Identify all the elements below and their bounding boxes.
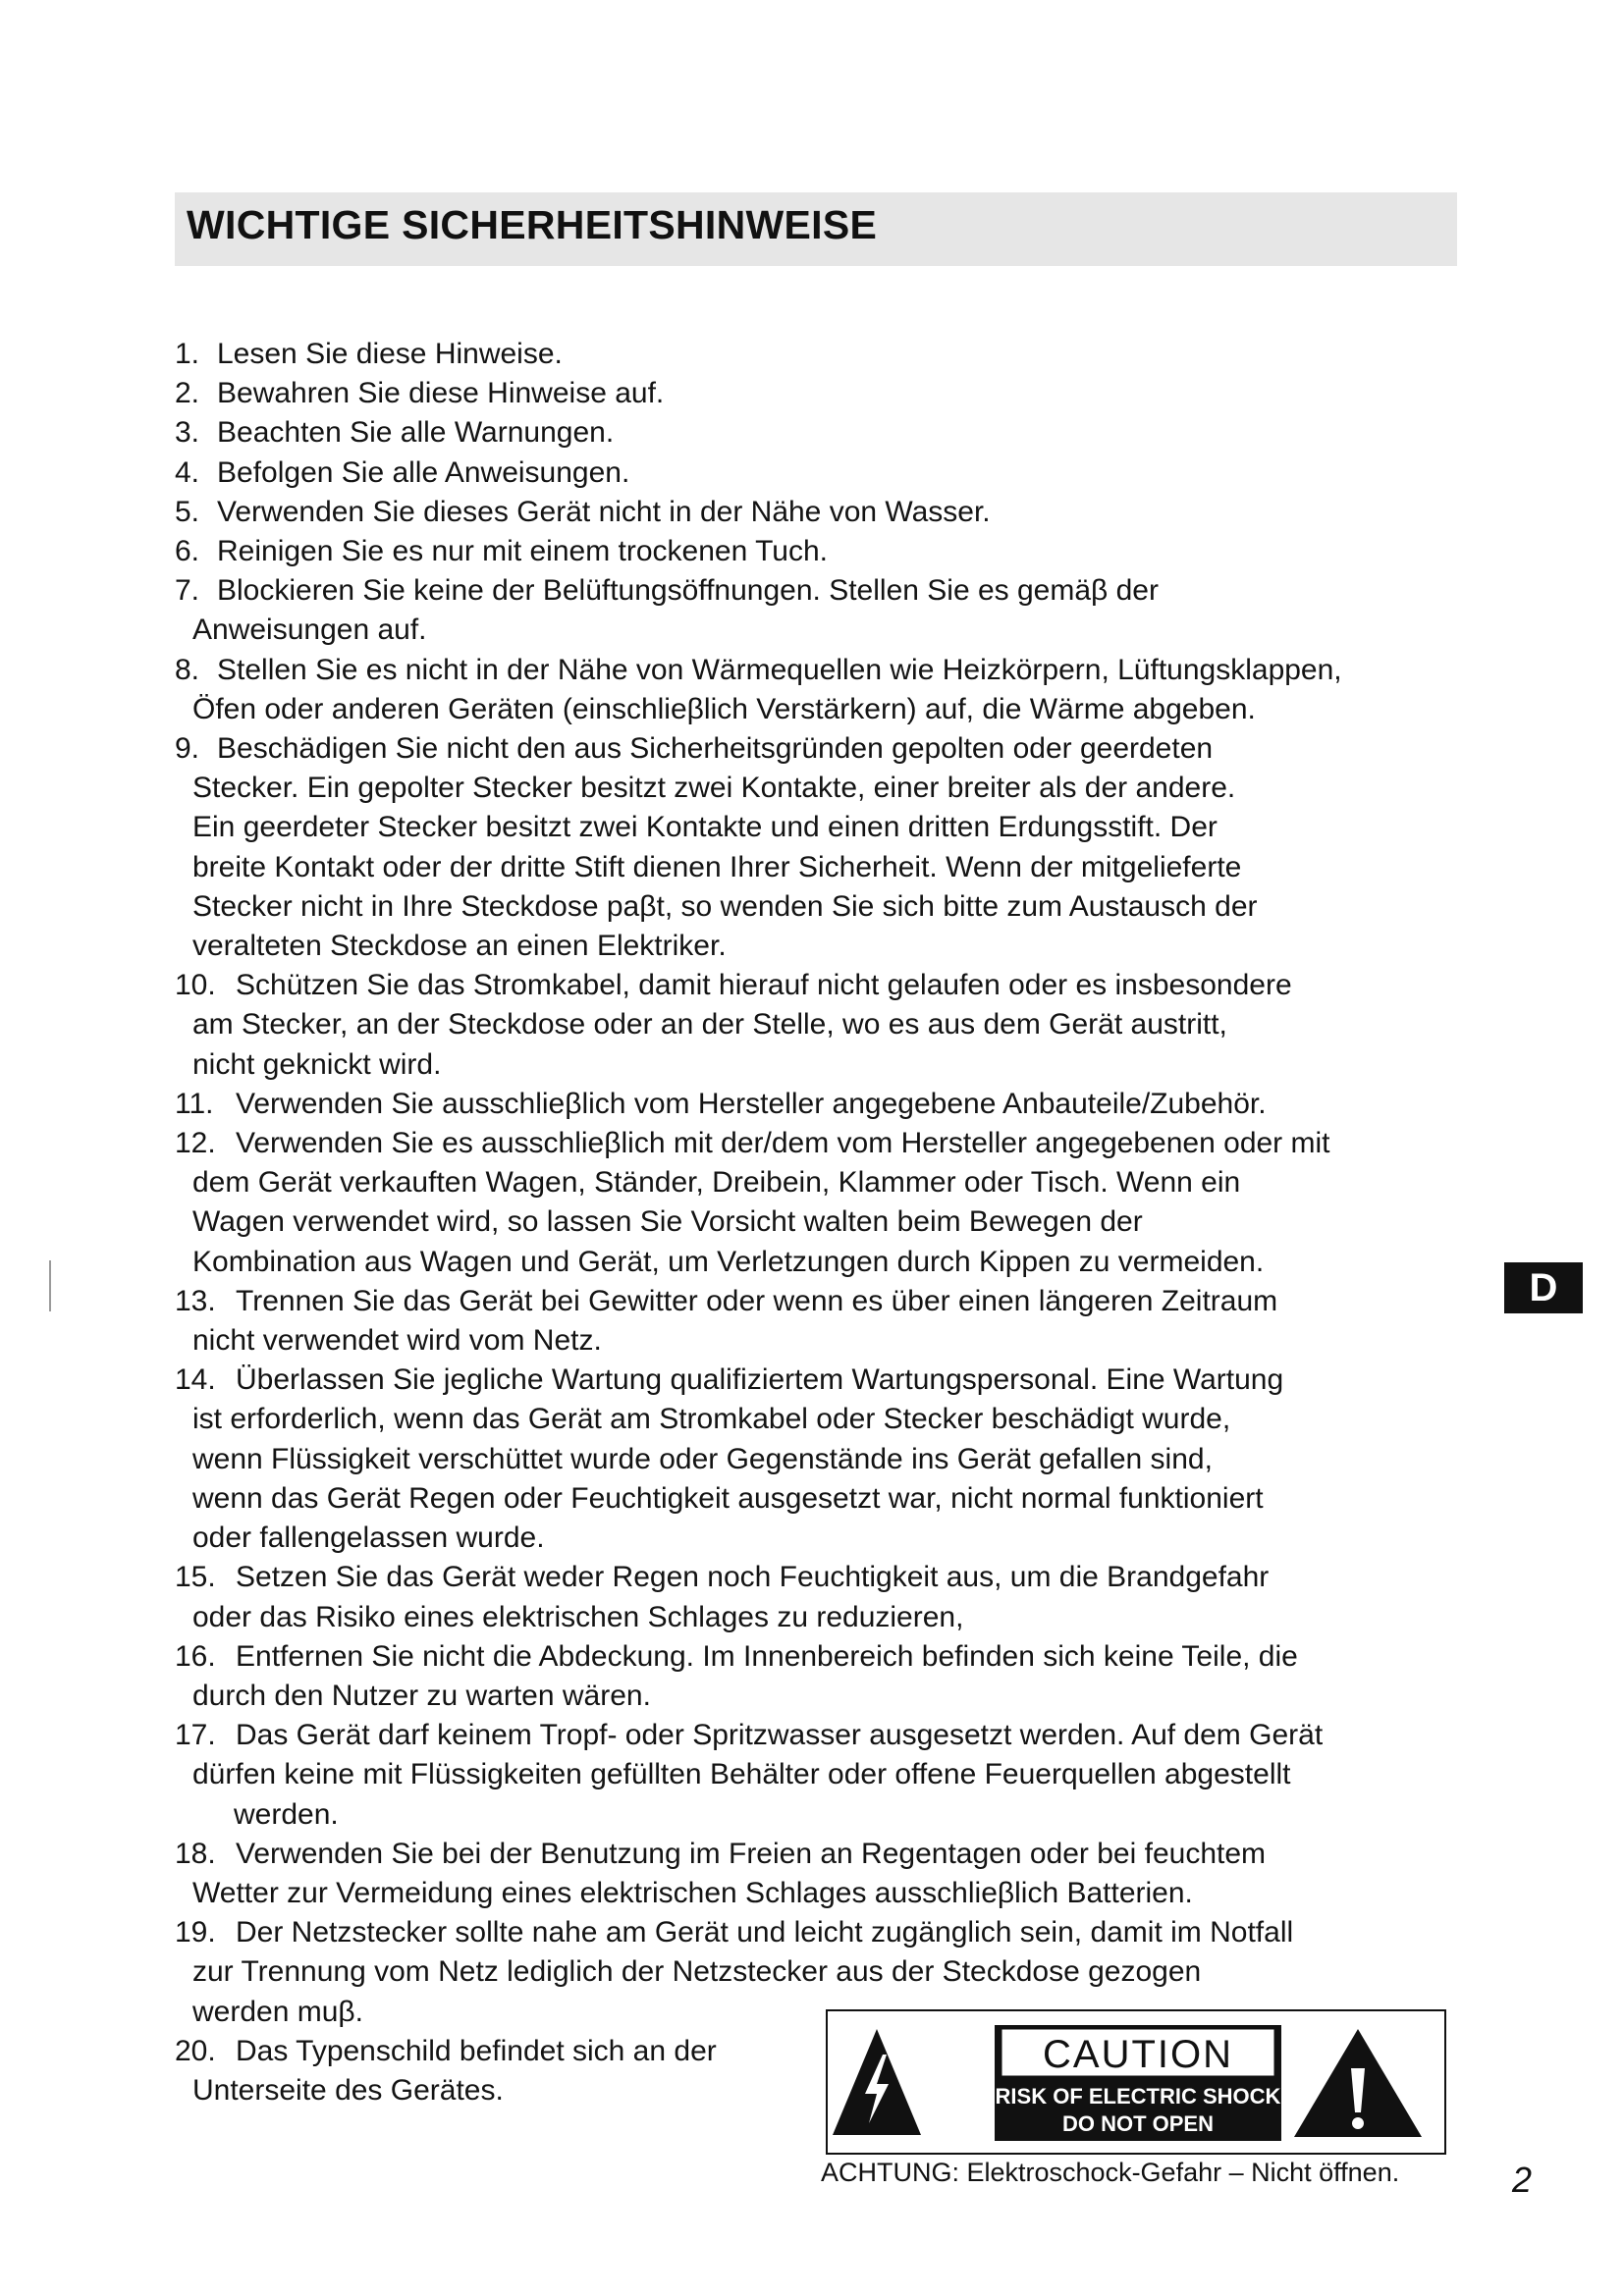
instruction-line: Der Netzstecker sollte nahe am Gerät und leicht zugänglich sein, damit im Notfall xyxy=(236,1916,1294,1949)
title-bar xyxy=(175,192,1457,266)
caution-graphic xyxy=(828,2011,1444,2153)
instruction-item xyxy=(175,1361,1490,1558)
instruction-line: Befolgen Sie alle Anweisungen. xyxy=(217,455,630,489)
instruction-item xyxy=(175,729,1490,966)
lightning-warning-icon xyxy=(833,2029,921,2135)
language-tab: D xyxy=(1504,1262,1583,1313)
instruction-line: Wetter zur Vermeidung eines elektrischen Schlages ausschlieβlich Batterien. xyxy=(192,1876,1193,1909)
instruction-line: ist erforderlich, wenn das Gerät am Stromkabel oder Stecker beschädigt wurde, xyxy=(192,1403,1231,1436)
instruction-item xyxy=(175,532,1490,571)
instruction-line: wenn das Gerät Regen oder Feuchtigkeit ausgesetzt war, nicht normal funktioniert xyxy=(192,1481,1264,1515)
instruction-line: Überlassen Sie jegliche Wartung qualifiziertem Wartungspersonal. Eine Wartung xyxy=(236,1363,1284,1397)
instruction-number: 6. xyxy=(175,535,200,568)
instruction-line: Kombination aus Wagen und Gerät, um Verletzungen durch Kippen zu vermeiden. xyxy=(192,1245,1265,1278)
instruction-item xyxy=(175,493,1490,532)
instruction-number: 17. xyxy=(175,1719,216,1752)
instruction-item xyxy=(175,335,1490,374)
instruction-item xyxy=(175,413,1490,453)
instruction-item xyxy=(175,1124,1490,1282)
instruction-number: 11. xyxy=(175,1087,214,1120)
instruction-line: Verwenden Sie dieses Gerät nicht in der Nähe von Wasser. xyxy=(217,495,991,528)
instruction-number: 1. xyxy=(175,338,200,370)
instruction-number: 4. xyxy=(175,455,200,489)
page-number: 2 xyxy=(1512,2160,1533,2200)
margin-mark xyxy=(49,1260,51,1311)
instruction-number: 15. xyxy=(175,1561,216,1594)
instruction-item xyxy=(175,651,1490,729)
instruction-line: Stellen Sie es nicht in der Nähe von Wärmequellen wie Heizkörpern, Lüftungsklappen, xyxy=(217,653,1342,686)
instruction-number: 3. xyxy=(175,416,200,450)
instruction-line: Entfernen Sie nicht die Abdeckung. Im Innenbereich befinden sich keine Teile, die xyxy=(236,1639,1298,1673)
instruction-line: Beschädigen Sie nicht den aus Sicherheitsgründen gepolten oder geerdeten xyxy=(217,732,1214,766)
instruction-number: 18. xyxy=(175,1837,216,1870)
instruction-number: 9. xyxy=(175,732,200,766)
instruction-item xyxy=(175,1637,1490,1716)
exclamation-warning-icon xyxy=(1294,2029,1422,2137)
instruction-line: zur Trennung vom Netz lediglich der Netzstecker aus der Steckdose gezogen xyxy=(192,1955,1202,1989)
instruction-line: Stecker nicht in Ihre Steckdose paβt, so wenden Sie sich bitte zum Austausch der xyxy=(192,889,1258,923)
instruction-item xyxy=(175,1085,1490,1124)
instruction-number: 16. xyxy=(175,1639,216,1673)
instruction-line: breite Kontakt oder der dritte Stift dienen Ihrer Sicherheit. Wenn der mitgelieferte xyxy=(192,850,1242,883)
instruction-number: 19. xyxy=(175,1916,216,1949)
caution-title: CAUTION xyxy=(1043,2033,1233,2076)
instruction-number: 14. xyxy=(175,1363,216,1397)
instruction-number: 8. xyxy=(175,653,200,686)
instruction-line: Das Gerät darf keinem Tropf- oder Spritzwasser ausgesetzt werden. Auf dem Gerät xyxy=(236,1719,1324,1752)
instruction-line: Das Typenschild befindet sich an der xyxy=(236,2034,717,2067)
instruction-line: Wagen verwendet wird, so lassen Sie Vorsicht walten beim Bewegen der xyxy=(192,1205,1143,1239)
instruction-line: Verwenden Sie ausschlieβlich vom Hersteller angegebene Anbauteile/Zubehör. xyxy=(236,1087,1267,1120)
instruction-line: Reinigen Sie es nur mit einem trockenen Tuch. xyxy=(217,535,828,568)
instruction-line: nicht verwendet wird vom Netz. xyxy=(192,1324,602,1358)
instruction-line: Beachten Sie alle Warnungen. xyxy=(217,416,615,450)
instruction-line: dem Gerät verkauften Wagen, Ständer, Dreibein, Klammer oder Tisch. Wenn ein xyxy=(192,1166,1241,1200)
instruction-line: Schützen Sie das Stromkabel, damit hierauf nicht gelaufen oder es insbesondere xyxy=(236,969,1292,1002)
instruction-item xyxy=(175,1716,1490,1835)
page-title: WICHTIGE SICHERHEITSHINWEISE xyxy=(187,202,878,247)
instruction-line: Ein geerdeter Stecker besitzt zwei Kontakte und einen dritten Erdungsstift. Der xyxy=(192,811,1218,844)
caution-line-1: RISK OF ELECTRIC SHOCK xyxy=(995,2084,1281,2109)
instruction-line: nicht geknickt wird. xyxy=(192,1047,442,1081)
instruction-line: werden muβ. xyxy=(192,1995,363,2028)
instruction-line: Setzen Sie das Gerät weder Regen noch Feuchtigkeit aus, um die Brandgefahr xyxy=(236,1561,1270,1594)
instruction-number: 7. xyxy=(175,574,200,608)
instruction-number: 12. xyxy=(175,1127,216,1160)
instruction-line: Bewahren Sie diese Hinweise auf. xyxy=(217,377,665,410)
instruction-number: 5. xyxy=(175,495,200,528)
instruction-line: Öfen oder anderen Geräten (einschlieβlich Verstärkern) auf, die Wärme abgeben. xyxy=(192,692,1256,725)
instruction-line: Trennen Sie das Gerät bei Gewitter oder wenn es über einen längeren Zeitraum xyxy=(236,1284,1278,1317)
instruction-line: veralteten Steckdose an einen Elektriker. xyxy=(192,930,727,963)
caution-label xyxy=(826,2009,1446,2155)
instruction-line: Stecker. Ein gepolter Stecker besitzt zwei Kontakte, einer breiter als der andere. xyxy=(192,772,1236,805)
instruction-line: am Stecker, an der Steckdose oder an der Stelle, wo es aus dem Gerät austritt, xyxy=(192,1008,1227,1041)
instruction-item xyxy=(175,374,1490,413)
instruction-line: Blockieren Sie keine der Belüftungsöffnungen. Stellen Sie es gemäβ der xyxy=(217,574,1159,608)
caution-caption: ACHTUNG: Elektroschock-Gefahr – Nicht öffnen. xyxy=(821,2158,1400,2187)
instruction-item xyxy=(175,966,1490,1085)
instruction-item xyxy=(175,1558,1490,1636)
instruction-line: Unterseite des Gerätes. xyxy=(192,2073,504,2107)
instruction-number: 2. xyxy=(175,377,200,410)
instruction-line: oder das Risiko eines elektrischen Schlages zu reduzieren, xyxy=(192,1600,964,1633)
instructions-list xyxy=(175,335,1490,2110)
instruction-line: Lesen Sie diese Hinweise. xyxy=(217,338,563,370)
instruction-line: dürfen keine mit Flüssigkeiten gefüllten Behälter oder offene Feuerquellen abgestellt xyxy=(192,1758,1291,1791)
instruction-number: 13. xyxy=(175,1284,216,1317)
instruction-line: oder fallengelassen wurde. xyxy=(192,1522,545,1555)
instruction-line: werden. xyxy=(234,1797,339,1831)
instruction-number: 10. xyxy=(175,969,216,1002)
instruction-item xyxy=(175,1835,1490,1913)
instruction-line: Verwenden Sie bei der Benutzung im Freien an Regentagen oder bei feuchtem xyxy=(236,1837,1267,1870)
instruction-number: 20. xyxy=(175,2034,216,2067)
instruction-item xyxy=(175,1282,1490,1361)
instruction-line: durch den Nutzer zu warten wären. xyxy=(192,1679,651,1712)
caution-line-2: DO NOT OPEN xyxy=(1061,2111,1215,2136)
instruction-item xyxy=(175,571,1490,650)
instruction-line: wenn Flüssigkeit verschüttet wurde oder Gegenstände ins Gerät gefallen sind, xyxy=(192,1442,1213,1475)
instruction-line: Anweisungen auf. xyxy=(192,614,427,647)
instruction-item xyxy=(175,454,1490,493)
instruction-line: Verwenden Sie es ausschlieβlich mit der/dem vom Hersteller angegebenen oder mit xyxy=(236,1127,1330,1160)
